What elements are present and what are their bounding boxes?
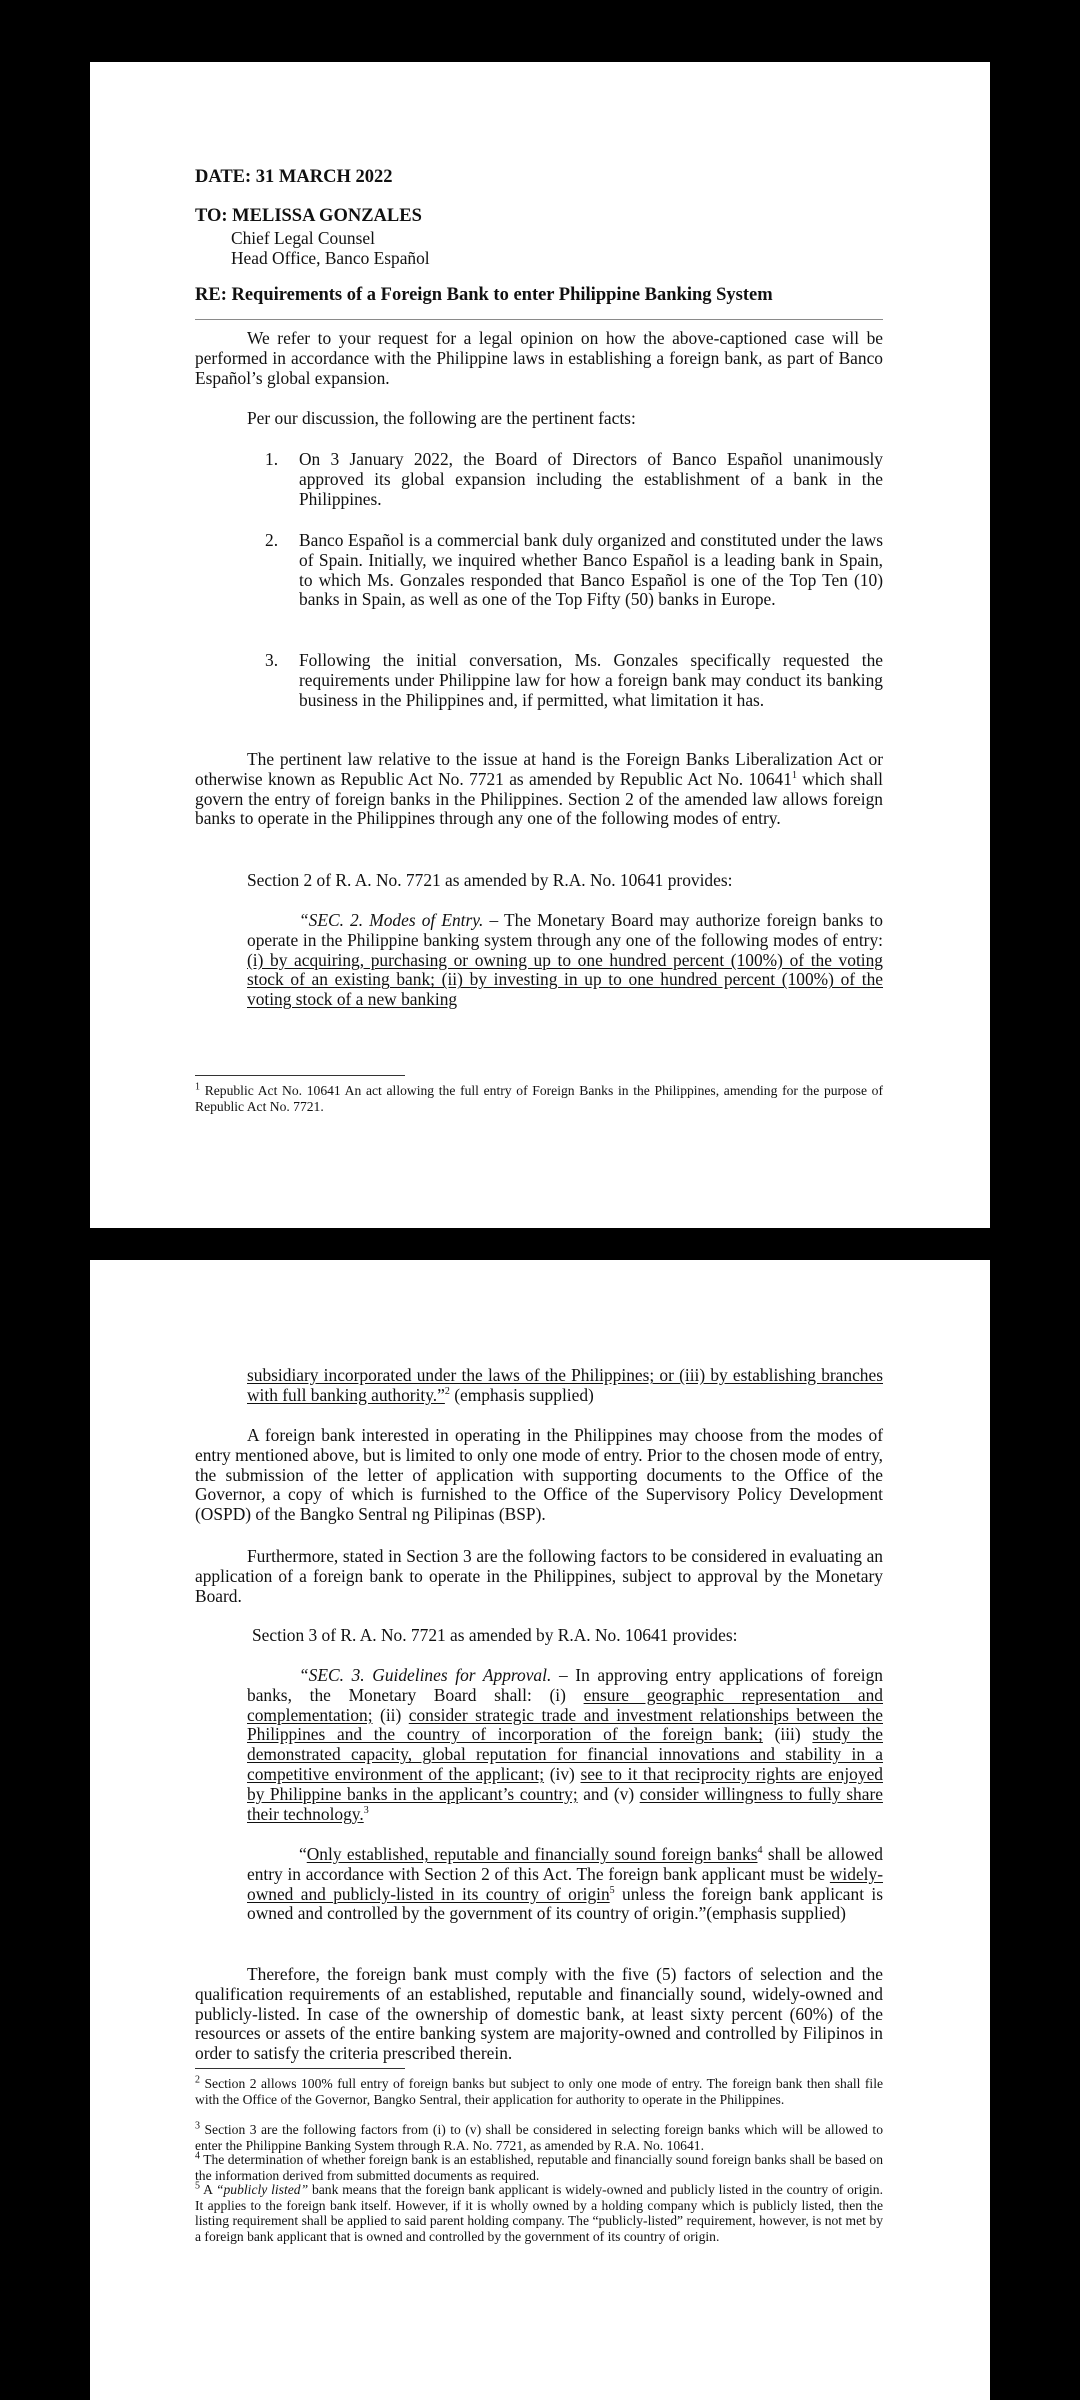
document-page-1 — [90, 62, 990, 1228]
footnote-ref-4: 4 — [757, 1845, 763, 1857]
subject-divider — [195, 319, 883, 320]
document-page-2 — [90, 1260, 990, 2400]
quote-text: and (v) — [577, 1783, 640, 1804]
section3-intro: Section 3 of R. A. No. 7721 as amended by R.A. No. 10641 provides: — [252, 1625, 738, 1645]
footnote-text: Republic Act No. 10641 An act allowing the full entry of Foreign Banks in the Philippines, amending for the purpose of Republic Act No. 7721. — [195, 1083, 883, 1114]
fact-text: Banco Español is a commercial bank duly organized and constituted under the laws of Spain. Initially, we inquired whether Banco Español is a leading bank in Spain, to which Ms. Gonzales responded that Banco Español is one of the Top Ten (10) banks in Spain, as well as one of the Top Fifty (50) banks in Europe. — [299, 530, 883, 610]
fact-number: 2. — [265, 530, 279, 550]
quote-tail: (emphasis supplied) — [449, 1384, 594, 1405]
footnote-text: A — [200, 2182, 216, 2197]
conclusion-paragraph: Therefore, the foreign bank must comply with the five (5) factors of selection and the qualification requirements of an established, reputable and financially sound, widely-owned and publicly-listed. In case of the ownership of domestic bank, at least sixty percent (60%) of the resources or assets of the entire banking system are majority-owned and controlled by Filipinos in order to satisfy the criteria prescribed therein. — [195, 1964, 883, 2064]
factors-paragraph: Furthermore, stated in Section 3 are the following factors to be considered in evaluating an application of a foreign bank to operate in the Philippines, subject to approval by the Monetary Board. — [195, 1546, 883, 1606]
footnote-divider — [195, 1075, 405, 1076]
footnote-3 — [195, 2122, 883, 2153]
quote-emphasis: Only established, reputable and financially sound foreign banks — [306, 1844, 758, 1864]
quote-text: – In approving entry applications of foreign banks, the Monetary Board shall: (i) — [247, 1665, 883, 1705]
quote-emphasis: (i) by acquiring, purchasing or owning up to one hundred percent (100%) of the voting stock of an existing bank; (ii) by investing in up to one hundred percent (100%) of the voting stock of a new banking — [247, 949, 883, 1010]
fact-item — [247, 450, 883, 509]
quote-text: (iv) — [544, 1763, 581, 1784]
memo-date: DATE: 31 MARCH 2022 — [195, 167, 393, 187]
quote-text: unless the foreign bank applicant is owned and controlled by the government of its country of origin.”(emphasis supplied) — [247, 1883, 883, 1924]
quote-emphasis: see to it that reciprocity rights are enjoyed by Philippine banks in the applicant’s country; — [247, 1763, 883, 1804]
quote-emphasis: consider strategic trade and investment relationships between the Philippines and the country of incorporation of the foreign bank; — [247, 1704, 883, 1745]
law-text-a: The pertinent law relative to the issue at hand is the Foreign Banks Liberalization Act or otherwise known as Republic Act No. 7721 as amended by Republic Act No. 10641 — [195, 749, 883, 789]
quote-emphasis: ensure geographic representation and complementation; — [247, 1684, 883, 1725]
footnote-number: 5 — [195, 2180, 200, 2192]
memo-to-office: Head Office, Banco Español — [231, 248, 430, 268]
footnote-number: 4 — [195, 2150, 200, 2162]
quote-emphasis: study the demonstrated capacity, global reputation for financial innovations and stability in a competitive environment of the applicant; — [247, 1724, 883, 1784]
fact-item — [247, 531, 883, 610]
fact-number: 3. — [265, 650, 279, 670]
footnote-number: 2 — [195, 2074, 200, 2086]
footnote-ref-1: 1 — [791, 770, 797, 781]
footnote-text: Section 2 allows 100% full entry of foreign banks but subject to only one mode of entry. The foreign bank then shall file with the Office of the Governor, Bangko Sentral, their application for authority to operate in the Philippines. — [195, 2076, 883, 2107]
footnote-ref-2: 2 — [444, 1386, 450, 1397]
quote-open: “ — [299, 1844, 307, 1864]
footnote-text: Section 3 are the following factors from (i) to (v) shall be considered in selecting foreign banks which will be allowed to enter the Philippine Banking System through R.A. No. 7721, as amended by R.A. No. 10641. — [195, 2122, 883, 2153]
footnote-1 — [195, 1083, 883, 1114]
entry-paragraph: A foreign bank interested in operating in the Philippines may choose from the modes of entry mentioned above, but is limited to only one mode of entry. Prior to the chosen mode of entry, the submission of the letter of application with supporting documents to the Office of the Governor, a copy of which is furnished to the Office of the Supervisory Policy Development (OSPD) of the Bangko Sentral ng Pilipinas (BSP). — [195, 1425, 883, 1525]
footnote-text: The determination of whether foreign bank is an established, reputable and financially sound foreign banks shall be based on the information derived from submitted documents as required. — [195, 2152, 883, 2183]
footnote-2 — [195, 2076, 883, 2107]
quote-heading: “SEC. 2. Modes of Entry. — [299, 910, 484, 930]
quote-emphasis: widely-owned and publicly-listed in its country of origin — [247, 1863, 883, 1904]
footnote-5 — [195, 2182, 883, 2244]
footnote-text: bank means that the foreign bank applicant is widely-owned and publicly listed in the country of origin. It applies to the foreign bank itself. However, if it is wholly owned by a holding company which is publicly listed, then the listing requirement shall be applied to said parent holding company. The “publicly-listed” requirement, however, is not met by a foreign bank applicant that is owned and controlled by the government of its country of origin. — [195, 2182, 883, 2244]
footnote-4 — [195, 2152, 883, 2183]
established-banks-quote — [247, 1845, 883, 1924]
footnote-divider — [195, 2068, 405, 2069]
fact-item — [247, 651, 883, 710]
law-paragraph — [195, 750, 883, 829]
footnote-number: 3 — [195, 2120, 200, 2132]
intro-paragraph: We refer to your request for a legal opinion on how the above-captioned case will be performed in accordance with the Philippine laws in establishing a foreign bank, as part of Banco Español’s global expansion. — [195, 328, 883, 388]
footnote-ref-5: 5 — [609, 1884, 615, 1896]
section3-quote — [247, 1666, 883, 1824]
fact-number: 1. — [265, 449, 279, 469]
memo-subject: RE: Requirements of a Foreign Bank to enter Philippine Banking System — [195, 285, 773, 305]
footnote-emphasis: “publicly listed” — [215, 2182, 309, 2197]
discussion-paragraph: Per our discussion, the following are the pertinent facts: — [247, 408, 636, 428]
quote-text: (ii) — [372, 1704, 409, 1725]
quote-emphasis: consider willingness to fully share their technology. — [247, 1783, 883, 1824]
footnote-ref-3: 3 — [363, 1804, 369, 1816]
section2-quote — [247, 911, 883, 1010]
quote-text: – The Monetary Board may authorize foreign banks to operate in the Philippine banking system through any one of the following modes of entry: — [247, 910, 883, 950]
quote-heading: “SEC. 3. Guidelines for Approval. — [299, 1665, 552, 1685]
fact-text: Following the initial conversation, Ms. Gonzales specifically requested the requirements under Philippine law for how a foreign bank may conduct its banking business in the Philippines and, if permitted, what limitation it has. — [299, 650, 883, 710]
memo-to: TO: MELISSA GONZALES — [195, 206, 422, 226]
quote-text: shall be allowed entry in accordance with Section 2 of this Act. The foreign bank applicant must be — [247, 1844, 884, 1884]
section2-quote-continued — [247, 1366, 883, 1406]
quote-text: (iii) — [762, 1724, 813, 1745]
fact-text: On 3 January 2022, the Board of Directors of Banco Español unanimously approved its global expansion including the establishment of a bank in the Philippines. — [299, 449, 883, 509]
footnote-number: 1 — [195, 1081, 200, 1093]
quote-emphasis: subsidiary incorporated under the laws of the Philippines; or (iii) by establishing branches with full banking authority.” — [247, 1365, 883, 1405]
memo-to-title: Chief Legal Counsel — [231, 228, 375, 248]
law-text-b: which shall govern the entry of foreign banks in the Philippines. Section 2 of the amended law allows foreign banks to operate in the Philippines through any one of the following modes of entry. — [195, 768, 883, 829]
section2-intro: Section 2 of R. A. No. 7721 as amended by R.A. No. 10641 provides: — [247, 870, 733, 890]
